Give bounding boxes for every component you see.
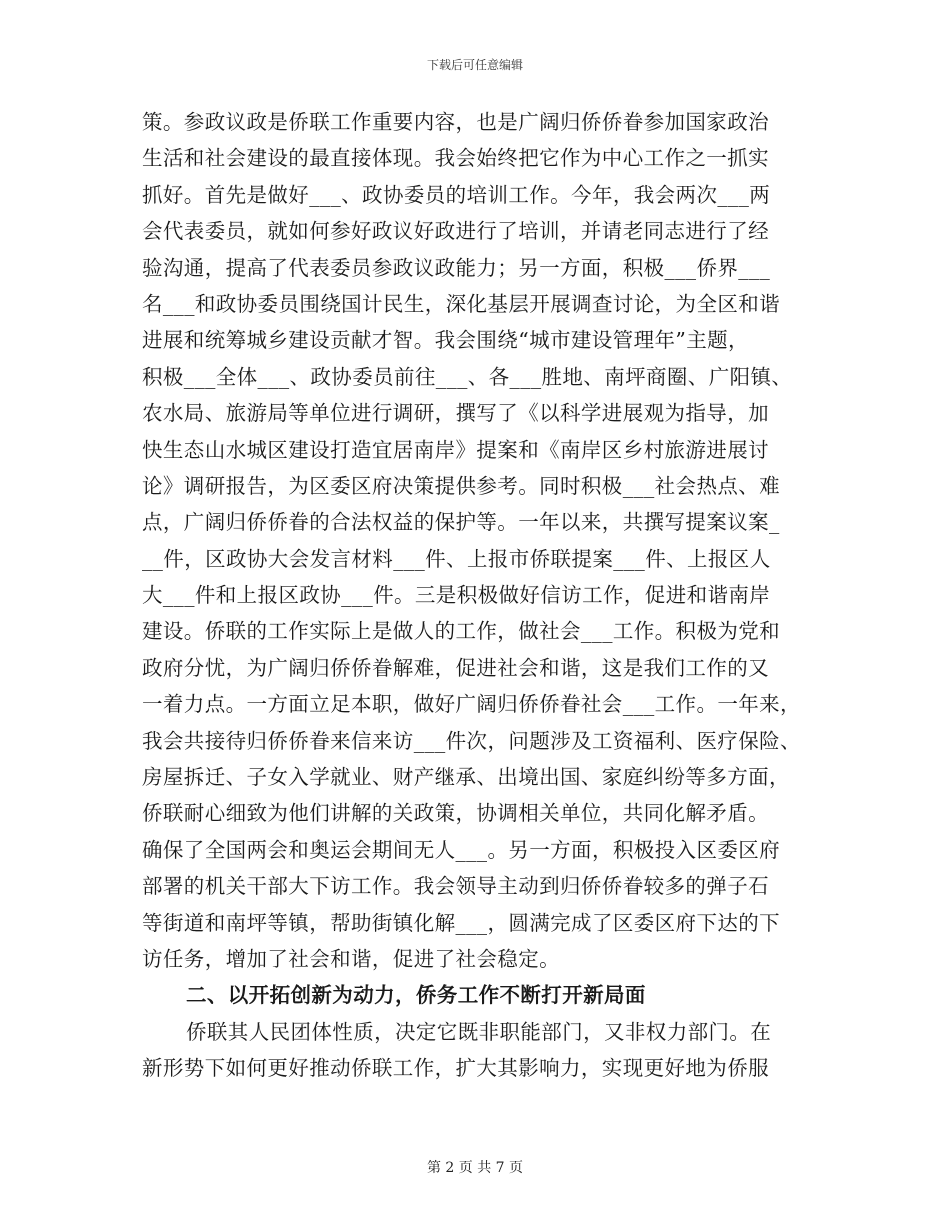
text-line: 访任务，增加了社会和谐，促进了社会稳定。 xyxy=(142,946,560,971)
text-line: 房屋拆迁、子女入学就业、财产继承、出境出国、家庭纠纷等多方面， xyxy=(142,765,790,790)
body-text xyxy=(142,104,822,1087)
text-line: 大___件和上报区政协___件。三是积极做好信访工作，促进和谐南岸 xyxy=(142,583,771,608)
text-line: 快生态山水城区建设打造宜居南岸》提案和《南岸区乡村旅游进展讨 xyxy=(142,437,769,462)
page-footer: 第 2 页 共 7 页 xyxy=(426,1160,524,1176)
text-line: 部署的机关干部大下访工作。我会领导主动到归侨侨眷较多的弹子石 xyxy=(142,874,769,899)
text-line: 策。参政议政是侨联工作重要内容，也是广阔归侨侨眷参加国家政治 xyxy=(142,110,769,134)
text-line: 名___和政协委员围绕国计民生，深化基层开展调查讨论，为全区和谐 xyxy=(142,291,781,316)
text-line: 验沟通，提高了代表委员参政议政能力；另一方面，积极___侨界___ xyxy=(142,255,771,280)
section-heading: 二、以开拓创新为动力，侨务工作不断打开新局面 xyxy=(186,983,646,1008)
text-line: 生活和社会建设的最直接体现。我会始终把它作为中心工作之一抓实 xyxy=(142,146,769,171)
text-line: 侨联耐心细致为他们讲解的关政策，协调相关单位，共同化解矛盾。 xyxy=(142,801,769,826)
text-line: 新形势下如何更好推动侨联工作，扩大其影响力，实现更好地为侨服 xyxy=(142,1056,769,1081)
text-line: 建设。侨联的工作实际上是做人的工作，做社会___工作。积极为党和 xyxy=(142,619,781,644)
text-line: 农水局、旅游局等单位进行调研，撰写了《以科学进展观为指导，加 xyxy=(142,401,769,426)
text-line: 积极___全体___、政协委员前往___、各___胜地、南坪商圈、广阳镇、 xyxy=(142,364,793,389)
text-line: 我会共接待归侨侨眷来信来访___件次，问题涉及工资福利、医疗保险、 xyxy=(142,728,801,753)
text-line: 点，广阔归侨侨眷的合法权益的保护等。一年以来，共撰写提案议案_ xyxy=(142,510,780,535)
text-line: 一着力点。一方面立足本职，做好广阔归侨侨眷社会___工作。一年来， xyxy=(142,692,801,717)
text-line: 会代表委员，就如何参好政议好政进行了培训，并请老同志进行了经 xyxy=(142,219,769,244)
page-header: 下载后可任意编辑 xyxy=(426,58,523,72)
text-line: 侨联其人民团体性质，决定它既非职能部门，又非权力部门。在 xyxy=(186,1019,772,1044)
text-line: 抓好。首先是做好___、政协委员的培训工作。今年，我会两次___两 xyxy=(142,182,771,207)
text-line: 政府分忧，为广阔归侨侨眷解难，促进社会和谐，这是我们工作的又 xyxy=(142,655,769,680)
text-line: 进展和统筹城乡建设贡献才智。我会围绕“城市建设管理年”主题， xyxy=(142,328,749,353)
text-line: __件，区政协大会发言材料___件、上报市侨联提案___件、上报区人 xyxy=(142,546,771,571)
text-line: 论》调研报告，为区委区府决策提供参考。同时积极___社会热点、难 xyxy=(142,473,781,498)
text-line: 确保了全国两会和奥运会期间无人___。另一方面，积极投入区委区府 xyxy=(142,837,781,862)
text-line: 等街道和南坪等镇，帮助街镇化解___，圆满完成了区委区府下达的下 xyxy=(142,910,781,935)
